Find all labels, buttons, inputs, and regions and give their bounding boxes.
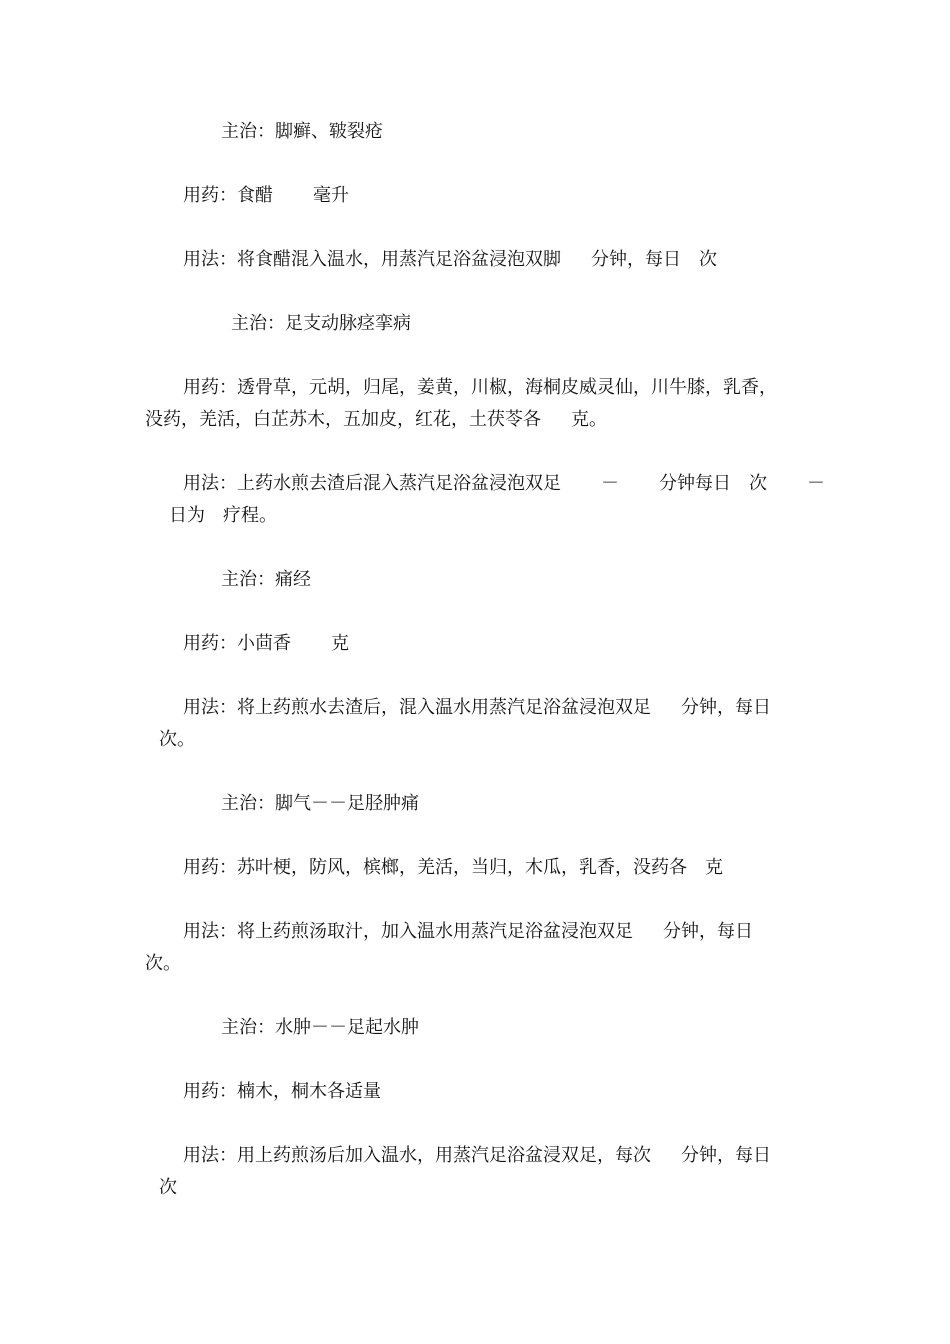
usage-text: 用法：将食醋混入温水，用蒸汽足浴盆浸泡双脚 <box>183 249 561 270</box>
usage-text: 次 <box>699 249 717 270</box>
usage-text: 分钟，每日 <box>681 1145 771 1166</box>
usage-text: 疗程。 <box>223 505 277 526</box>
usage-text: 日为 <box>169 505 205 526</box>
usage-text: 用法：将上药煎汤取汁，加入温水用蒸汽足浴盆浸泡双足 <box>183 921 633 942</box>
usage-line <box>169 504 277 528</box>
usage-text: 用法：上药水煎去渣后混入蒸汽足浴盆浸泡双足 <box>183 473 561 494</box>
heading-text: 主治：水肿－－足起水肿 <box>221 1017 419 1038</box>
medicine-text: 用药：苏叶梗，防风，槟榔，羌活，当归，木瓜，乳香，没药各 <box>183 857 687 878</box>
section-heading <box>221 1016 419 1040</box>
usage-text: － <box>807 473 825 494</box>
usage-text: 分钟每日 <box>659 473 731 494</box>
usage-line <box>145 952 181 976</box>
usage-text: 分钟，每日 <box>591 249 681 270</box>
medicine-text: 用药：楠木，桐木各适量 <box>183 1081 381 1102</box>
section-heading <box>221 568 311 592</box>
usage-text: 用法：将上药煎水去渣后，混入温水用蒸汽足浴盆浸泡双足 <box>183 697 651 718</box>
usage-line <box>183 696 771 720</box>
section-heading <box>231 312 411 336</box>
usage-line <box>159 728 195 752</box>
usage-line <box>183 920 753 944</box>
medicine-text: 没药，羌活，白芷苏木，五加皮，红花，土茯苓各 <box>145 409 541 430</box>
medicine-unit: 毫升 <box>313 185 349 206</box>
usage-line <box>183 472 825 496</box>
section-heading <box>221 792 419 816</box>
heading-text: 主治：脚气－－足胫肿痛 <box>221 793 419 814</box>
usage-text: 次。 <box>145 953 181 974</box>
usage-text: 次 <box>749 473 767 494</box>
usage-line <box>183 248 717 272</box>
medicine-line <box>183 632 349 656</box>
medicine-text: 用药：小茴香 <box>183 633 291 654</box>
heading-text: 主治：足支动脉痉挛病 <box>231 313 411 334</box>
medicine-text: 用药：食醋 <box>183 185 273 206</box>
usage-text: 次 <box>159 1177 177 1198</box>
medicine-text: 用药：透骨草，元胡，归尾，姜黄，川椒，海桐皮威灵仙，川牛膝，乳香， <box>183 377 777 398</box>
usage-line <box>183 1144 771 1168</box>
medicine-unit: 克 <box>705 857 723 878</box>
medicine-unit: 克 <box>331 633 349 654</box>
section-heading <box>221 120 383 144</box>
medicine-line <box>183 1080 381 1104</box>
usage-text: 分钟，每日 <box>681 697 771 718</box>
usage-text: － <box>601 473 619 494</box>
medicine-line <box>183 184 349 208</box>
medicine-line <box>183 376 777 400</box>
usage-line <box>159 1176 177 1200</box>
heading-text: 主治：痛经 <box>221 569 311 590</box>
usage-text: 分钟，每日 <box>663 921 753 942</box>
medicine-line <box>183 856 723 880</box>
heading-text: 主治：脚癣、皲裂疮 <box>221 121 383 142</box>
usage-text: 次。 <box>159 729 195 750</box>
medicine-line <box>145 408 607 432</box>
usage-text: 用法：用上药煎汤后加入温水，用蒸汽足浴盆浸双足，每次 <box>183 1145 651 1166</box>
medicine-unit: 克。 <box>571 409 607 430</box>
